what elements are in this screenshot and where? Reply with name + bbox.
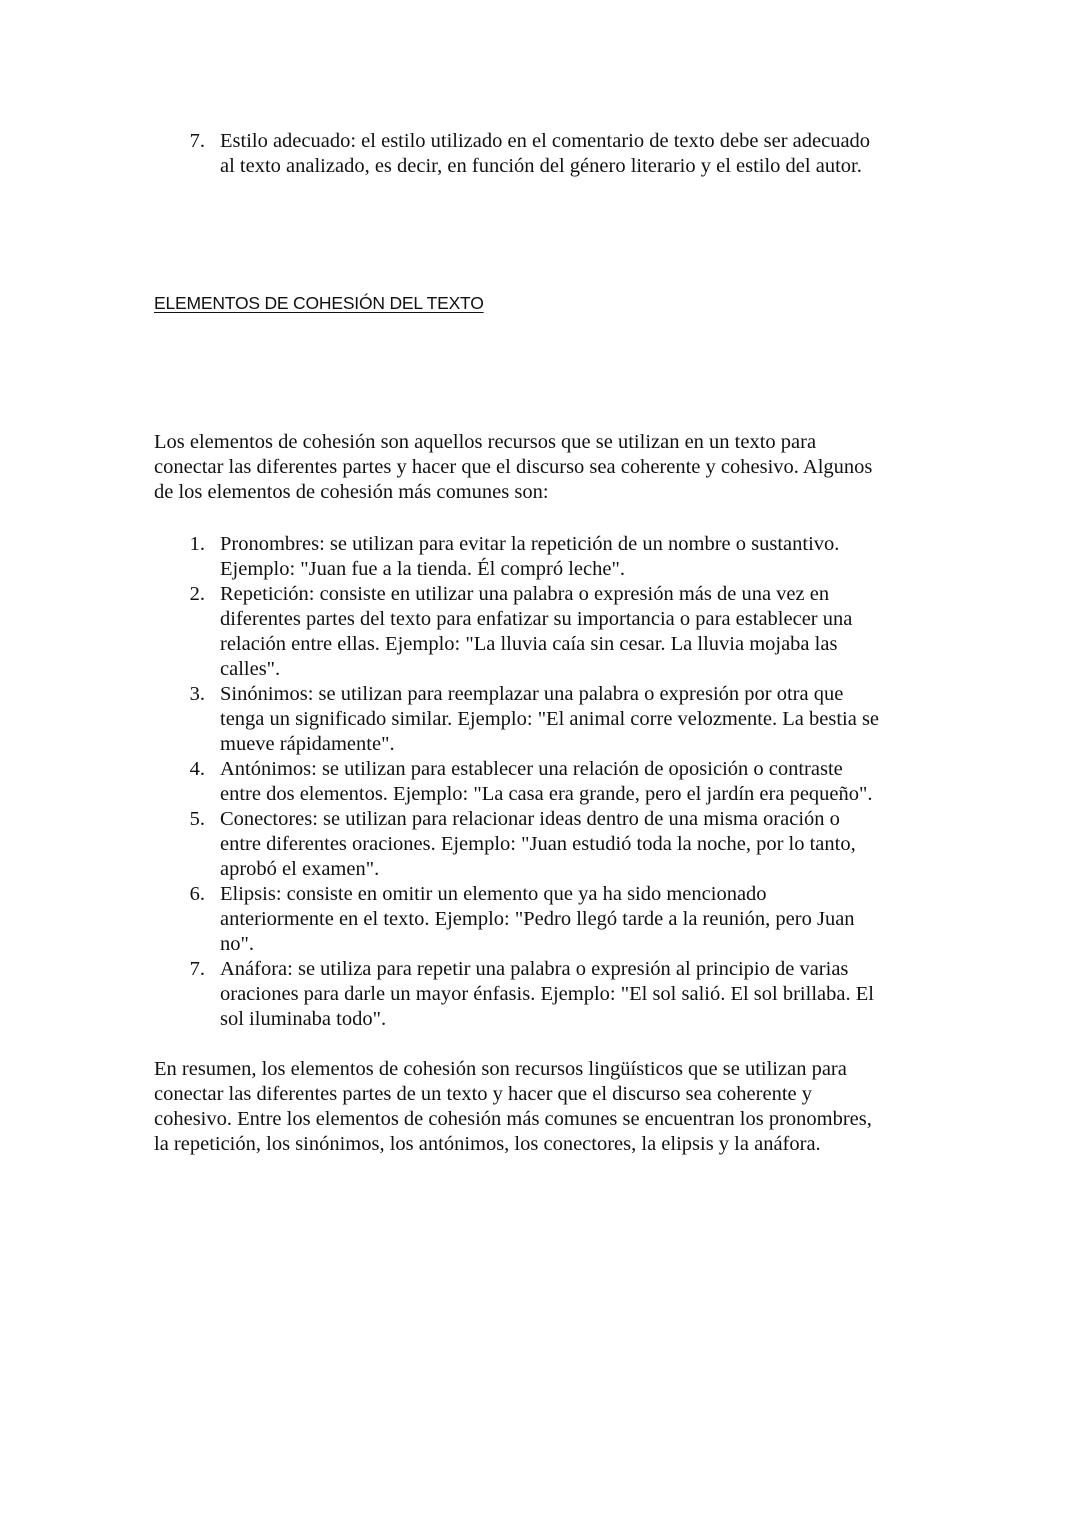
list-item-text: Repetición: consiste en utilizar una palabra o expresión más de una vez en	[220, 583, 830, 605]
list-item-text: Antónimos: se utilizan para establecer una relación de oposición o contraste	[220, 758, 843, 780]
list-number: 7.	[189, 130, 205, 152]
list-item-text: entre dos elementos. Ejemplo: "La casa era grande, pero el jardín era pequeño".	[220, 783, 873, 805]
list-item-text: al texto analizado, es decir, en función del género literario y el estilo del autor.	[220, 155, 862, 177]
list-item-text: Pronombres: se utilizan para evitar la repetición de un nombre o sustantivo.	[220, 533, 840, 555]
paragraph-line: En resumen, los elementos de cohesión son recursos lingüísticos que se utilizan para	[154, 1058, 847, 1080]
paragraph-line: cohesivo. Entre los elementos de cohesión más comunes se encuentran los pronombres,	[154, 1108, 872, 1130]
paragraph-line: la repetición, los sinónimos, los antónimos, los conectores, la elipsis y la anáfora.	[154, 1133, 821, 1155]
list-number: 6.	[189, 883, 205, 905]
list-item-text: entre diferentes oraciones. Ejemplo: "Juan estudió toda la noche, por lo tanto,	[220, 833, 856, 855]
list-item-text: no".	[220, 933, 254, 955]
list-item-text: aprobó el examen".	[220, 858, 380, 880]
list-item-text: calles".	[220, 658, 281, 680]
list-item-text: relación entre ellas. Ejemplo: "La lluvia caía sin cesar. La lluvia mojaba las	[220, 633, 838, 655]
list-item-text: Elipsis: consiste en omitir un elemento que ya ha sido mencionado	[220, 883, 767, 905]
list-item-text: Anáfora: se utiliza para repetir una palabra o expresión al principio de varias	[220, 958, 849, 980]
list-item-text: anteriormente en el texto. Ejemplo: "Pedro llegó tarde a la reunión, pero Juan	[220, 908, 855, 930]
list-number: 7.	[189, 958, 205, 980]
list-number: 3.	[189, 683, 205, 705]
list-item-text: Sinónimos: se utilizan para reemplazar una palabra o expresión por otra que	[220, 683, 844, 705]
section-heading: ELEMENTOS DE COHESIÓN DEL TEXTO	[154, 293, 484, 313]
list-item-text: Conectores: se utilizan para relacionar ideas dentro de una misma oración o	[220, 808, 840, 830]
list-number: 4.	[189, 758, 205, 780]
list-item-text: diferentes partes del texto para enfatizar su importancia o para establecer una	[220, 608, 853, 630]
paragraph-line: conectar las diferentes partes y hacer que el discurso sea coherente y cohesivo. Algunos	[154, 456, 873, 478]
list-item-text: Ejemplo: "Juan fue a la tienda. Él compró leche".	[220, 558, 625, 580]
list-number: 2.	[189, 583, 205, 605]
list-number: 1.	[189, 533, 205, 555]
list-item-text: tenga un significado similar. Ejemplo: "El animal corre velozmente. La bestia se	[220, 708, 880, 730]
list-number: 5.	[189, 808, 205, 830]
paragraph-line: conectar las diferentes partes de un texto y hacer que el discurso sea coherente y	[154, 1083, 812, 1105]
list-item-text: Estilo adecuado: el estilo utilizado en el comentario de texto debe ser adecuado	[220, 130, 871, 152]
list-item-text: mueve rápidamente".	[220, 733, 395, 755]
paragraph-line: Los elementos de cohesión son aquellos recursos que se utilizan en un texto para	[154, 431, 817, 453]
paragraph-line: de los elementos de cohesión más comunes son:	[154, 481, 549, 503]
list-item-text: sol iluminaba todo".	[220, 1008, 387, 1030]
list-item-text: oraciones para darle un mayor énfasis. Ejemplo: "El sol salió. El sol brillaba. El	[220, 983, 874, 1005]
